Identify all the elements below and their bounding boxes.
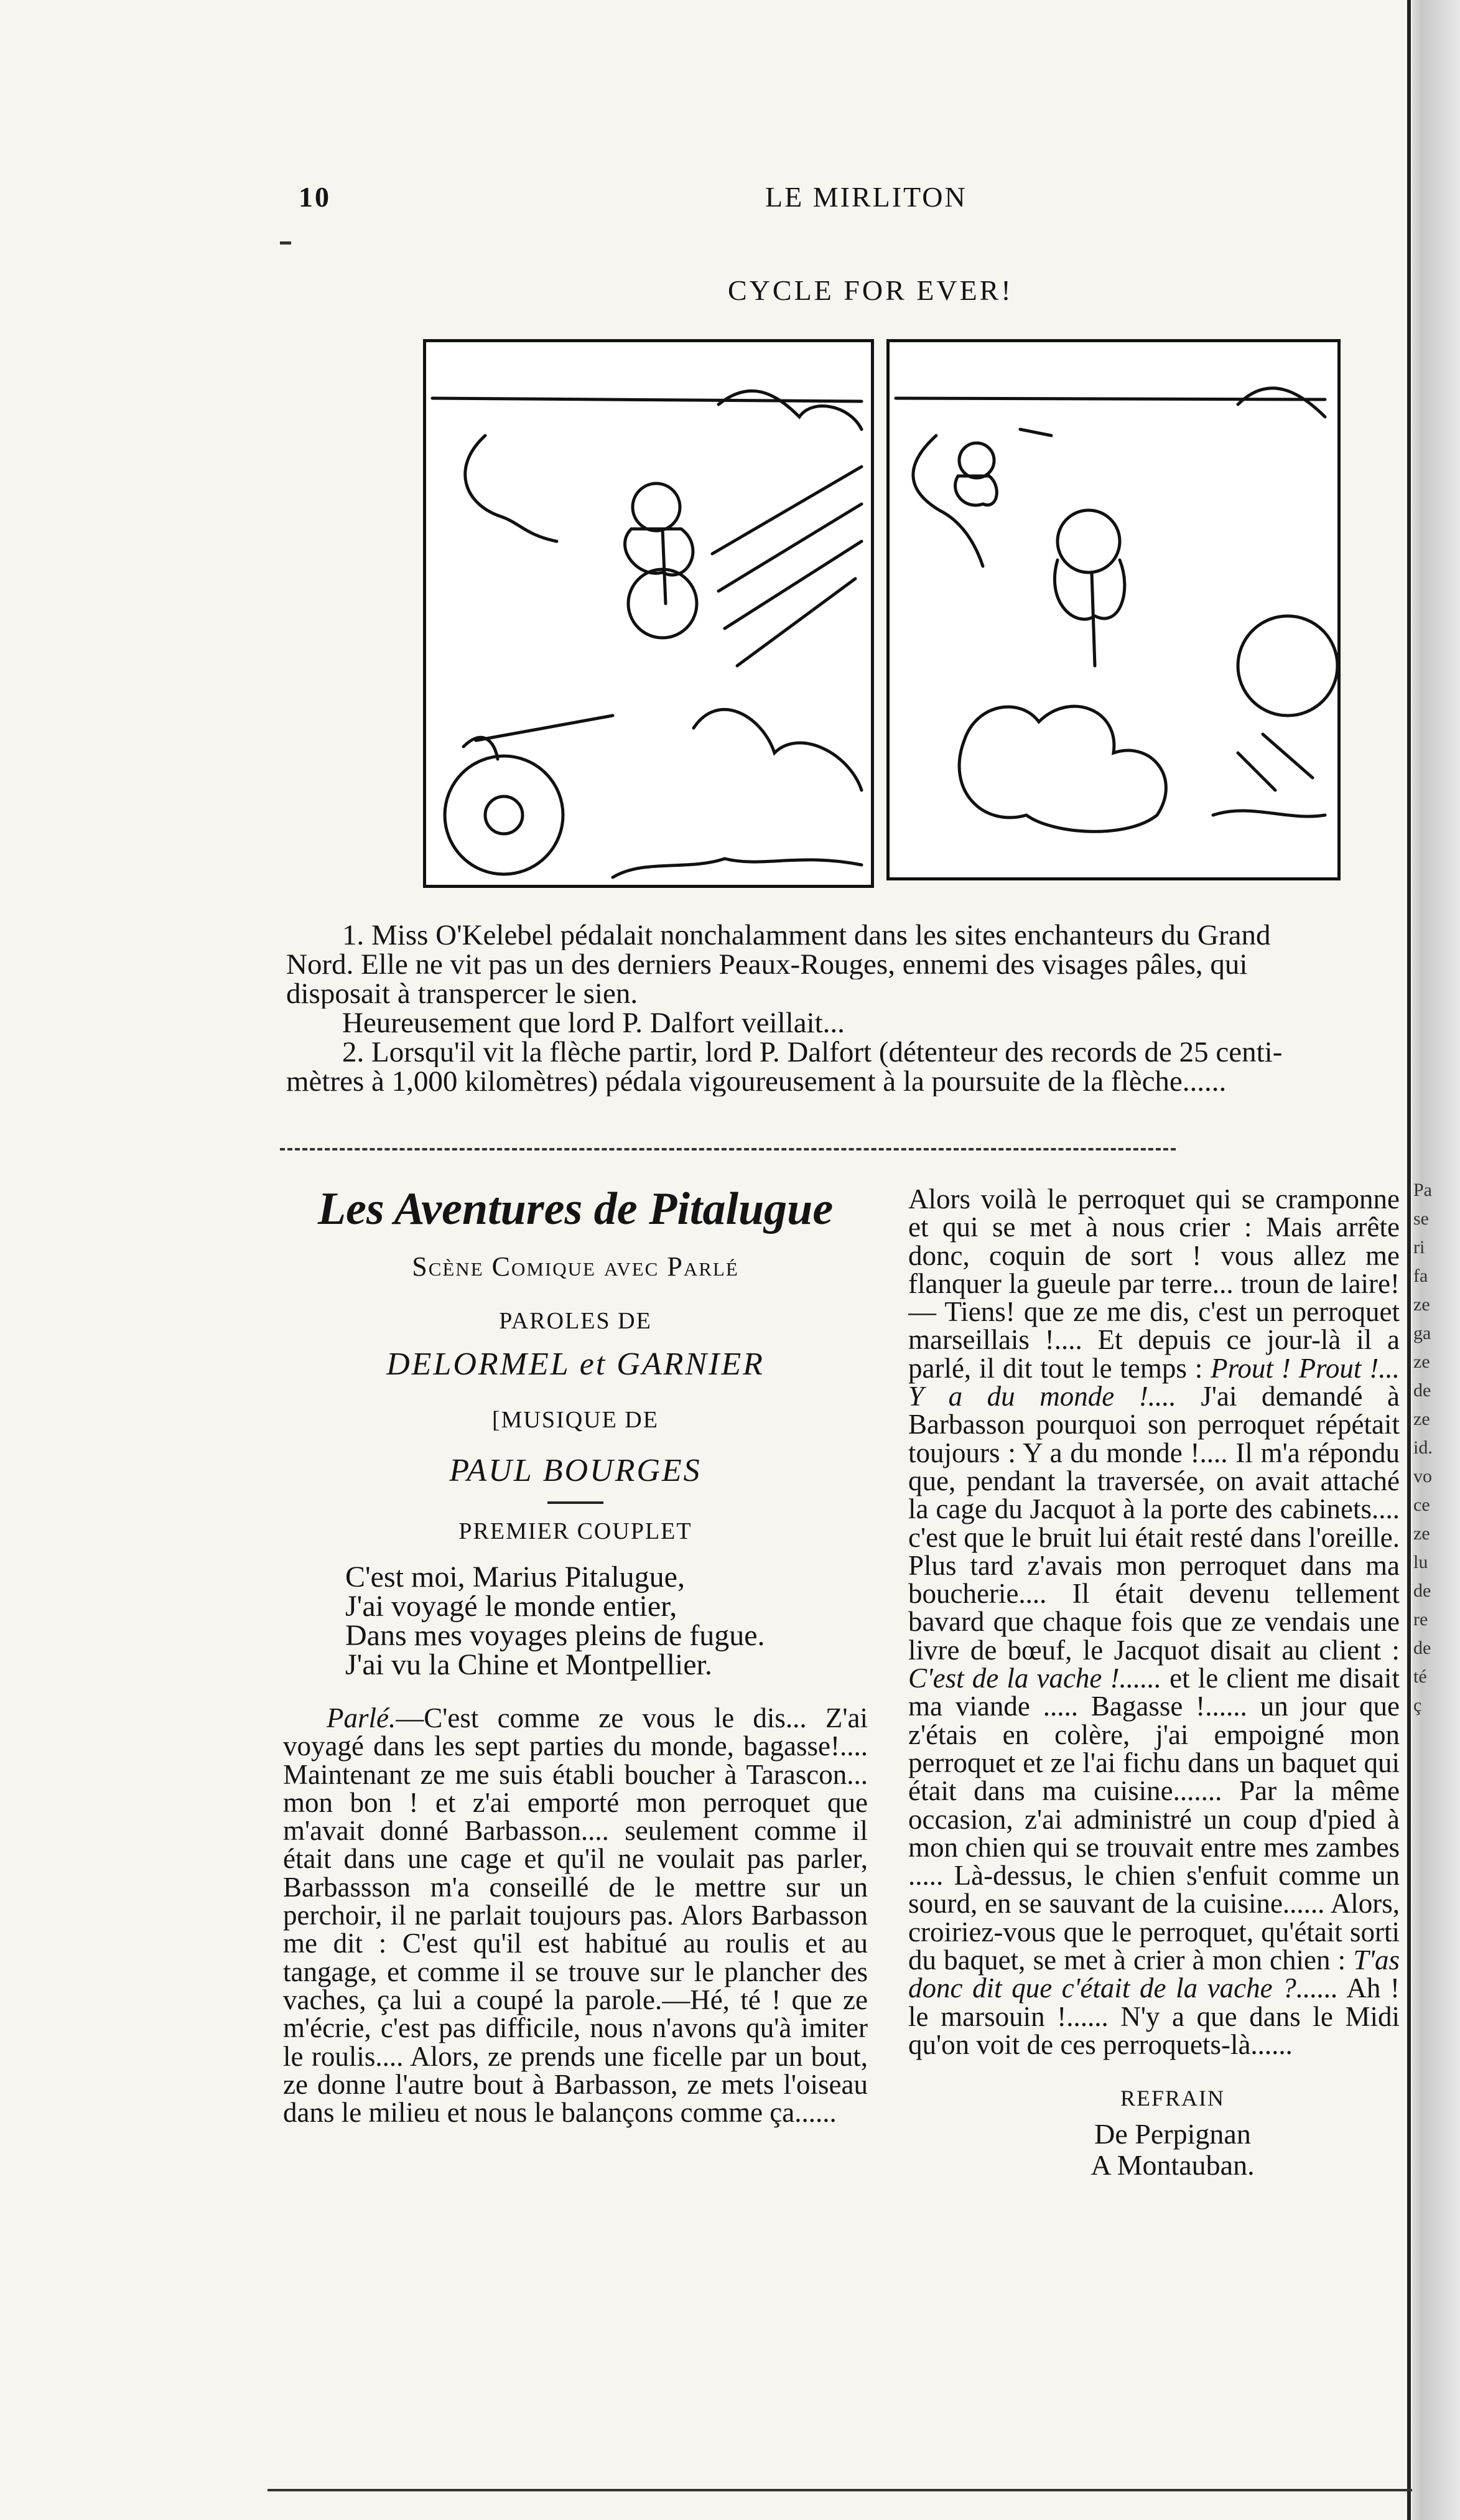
edge-fragment: Pa <box>1413 1180 1432 1200</box>
verse-line: J'ai vu la Chine et Montpellier. <box>345 1648 712 1681</box>
edge-fragment: re <box>1413 1609 1428 1630</box>
refrain-line: De Perpignan <box>1094 2118 1251 2150</box>
verse-line: C'est moi, Marius Pitalugue, <box>345 1561 685 1594</box>
spoken-quote: T'as donc dit que c'était de la vache ?...... <box>908 1944 1400 2004</box>
caption-line: Nord. Elle ne vit pas un des derniers Peaux-Rouges, ennemi des visages pâles, qui <box>286 950 1248 979</box>
edge-fragment: ri <box>1413 1237 1425 1258</box>
spoken-quote: Prout ! Prout !... Y a du monde !.... <box>908 1352 1400 1412</box>
caption-line: 2. Lorsqu'il vit la flèche partir, lord P. Dalfort (détenteur des records de 25 centi- <box>342 1038 1283 1067</box>
cartoon-caption <box>286 921 1406 1096</box>
edge-fragment: de <box>1413 1380 1431 1401</box>
edge-fragment: fa <box>1413 1266 1428 1286</box>
page-edge-line <box>1407 0 1411 2520</box>
page-number: 10 <box>299 181 331 213</box>
verse-line: J'ai voyagé le monde entier, <box>345 1590 677 1623</box>
verse <box>345 1562 868 1679</box>
edge-fragment: id. <box>1413 1437 1433 1458</box>
edge-fragment: de <box>1413 1638 1431 1658</box>
edge-fragment: ze <box>1413 1409 1430 1429</box>
article-subtitle: Scène Comique avec Parlé <box>412 1251 739 1282</box>
article-title: Les Aventures de Pitalugue <box>317 1183 834 1234</box>
margin-mark <box>280 241 291 245</box>
spoken-paragraph: J'ai demandé à Barbasson pourquoi son perroquet répétait toujours : Y a du monde !.... Il m'a répondu que, pendant la traversée, on avait attaché la cage du Jacquot à la porte des cabinets.... c'est que le bruit lui était resté dans l'oreille. Plus tard z'avais mon perroquet dans ma boucherie.... Il était devenu tellement bavard que chaque fois que ze vendais une livre de bœuf, le Jacquot disait au client : <box>908 1381 1400 1666</box>
cartoon-panel-1 <box>423 339 874 888</box>
article-left-column <box>283 1182 868 2127</box>
edge-fragment: ze <box>1413 1351 1430 1372</box>
verse-line: Dans mes voyages pleins de fugue. <box>345 1619 765 1652</box>
cartoon-illustration-1 <box>426 342 871 885</box>
spoken-text-right <box>908 1185 1400 2059</box>
edge-fragment: vo <box>1413 1466 1432 1486</box>
spoken-quote: C'est de la vache !...... <box>908 1663 1161 1694</box>
edge-fragment: lu <box>1413 1552 1428 1572</box>
spoken-paragraph: —C'est comme ze vous le dis... Z'ai voyagé dans les sept parties du monde, bagasse!.... Maintenant ze me suis établi boucher à Tarascon... mon bon ! et z'ai emporté mon perroquet que m'avait donné Barbasson.... seulement comme il était dans une cage et qu'il ne voulait pas parler, Barbassson m'a conseillé de le mettre sur un perchoir, il ne parlait toujours pas. Alors Barbasson me dit : C'est qu'il est habitué au roulis et au tangage, et comme il se trouve sur le plancher des vaches, ça lui a coupé la parole.—Hé, té ! que ze m'écrie, c'est pas difficile, nous n'avons qu'à imiter le roulis.... Alors, ze prends une ficelle par un bout, ze donne l'autre bout à Barbasson, ze mets l'oiseau dans le milieu et nous le balançons comme ça...... <box>283 1702 868 2129</box>
edge-fragment: ze <box>1413 1294 1430 1315</box>
edge-fragment: té <box>1413 1666 1427 1687</box>
music-by-label: [MUSIQUE DE <box>492 1407 659 1433</box>
composer: PAUL BOURGES <box>449 1453 702 1488</box>
running-title: LE MIRLITON <box>765 181 967 213</box>
spoken-paragraph: et le client me disait ma viande ..... Bagasse !...... un jour que z'étais en colère, j'ai empoigné mon perroquet et ze l'ai fichu dans un baquet qui était dans ma cuisine....... Par la même occasion, z'ai administré un coup d'pied à mon chien qui se trouvait entre mes zambes ..... Là-dessus, le chien s'enfuit comme un sourd, en se sauvant de la cuisine...... Alors, croiriez-vous que le perroquet, qu'était sorti du baquet, se met à crier à mon chien : <box>908 1663 1400 1976</box>
bottom-rule <box>267 2489 1412 2491</box>
couplet-title: PREMIER COUPLET <box>458 1518 692 1544</box>
article-right-column <box>908 1185 1400 2181</box>
refrain-line: A Montauban. <box>1090 2149 1255 2182</box>
edge-fragment: ce <box>1413 1495 1430 1515</box>
adjacent-page-fragments <box>1413 1176 1457 1720</box>
cartoon-illustration-2 <box>890 342 1337 877</box>
spoken-text-left <box>283 1704 868 2127</box>
edge-fragment: de <box>1413 1580 1431 1601</box>
spoken-paragraph: Alors voilà le perroquet qui se cramponne et qui se met à nous crier : Mais arrête donc, coquin de sort ! vous allez me flanquer la gueule par terre... troun de laire! — Tiens! que ze me dis, c'est un perroquet marseillais !.... Et depuis ce jour-là il a parlé, il dit tout le temps : <box>908 1185 1400 1384</box>
caption-line: 1. Miss O'Kelebel pédalait nonchalamment dans les sites enchanteurs du Grand <box>342 921 1271 950</box>
authors: DELORMEL et GARNIER <box>386 1346 765 1382</box>
caption-line: Heureusement que lord P. Dalfort veillait... <box>342 1009 845 1038</box>
cartoon-title: CYCLE FOR EVER! <box>728 274 1013 306</box>
edge-fragment: ze <box>1413 1523 1430 1544</box>
section-separator <box>280 1148 1176 1150</box>
page-header <box>292 180 1412 218</box>
edge-fragment: ç <box>1413 1695 1422 1715</box>
cartoon-panel-2 <box>886 339 1341 880</box>
spoken-paragraph: Ah ! le marsouin !...... N'y a que dans le Midi qu'on voit de ces perroquets-là...... <box>908 1972 1400 2060</box>
spoken-label: Parlé. <box>327 1702 396 1734</box>
edge-fragment: ga <box>1413 1323 1431 1343</box>
caption-line: disposait à transpercer le sien. <box>286 979 638 1009</box>
short-rule <box>547 1501 603 1504</box>
edge-fragment: se <box>1413 1208 1429 1229</box>
refrain-label: REFRAIN <box>1120 2086 1225 2111</box>
lyrics-by-label: PAROLES DE <box>499 1308 652 1334</box>
caption-line: mètres à 1,000 kilomètres) pédala vigoureusement à la poursuite de la flèche...... <box>286 1067 1227 1096</box>
